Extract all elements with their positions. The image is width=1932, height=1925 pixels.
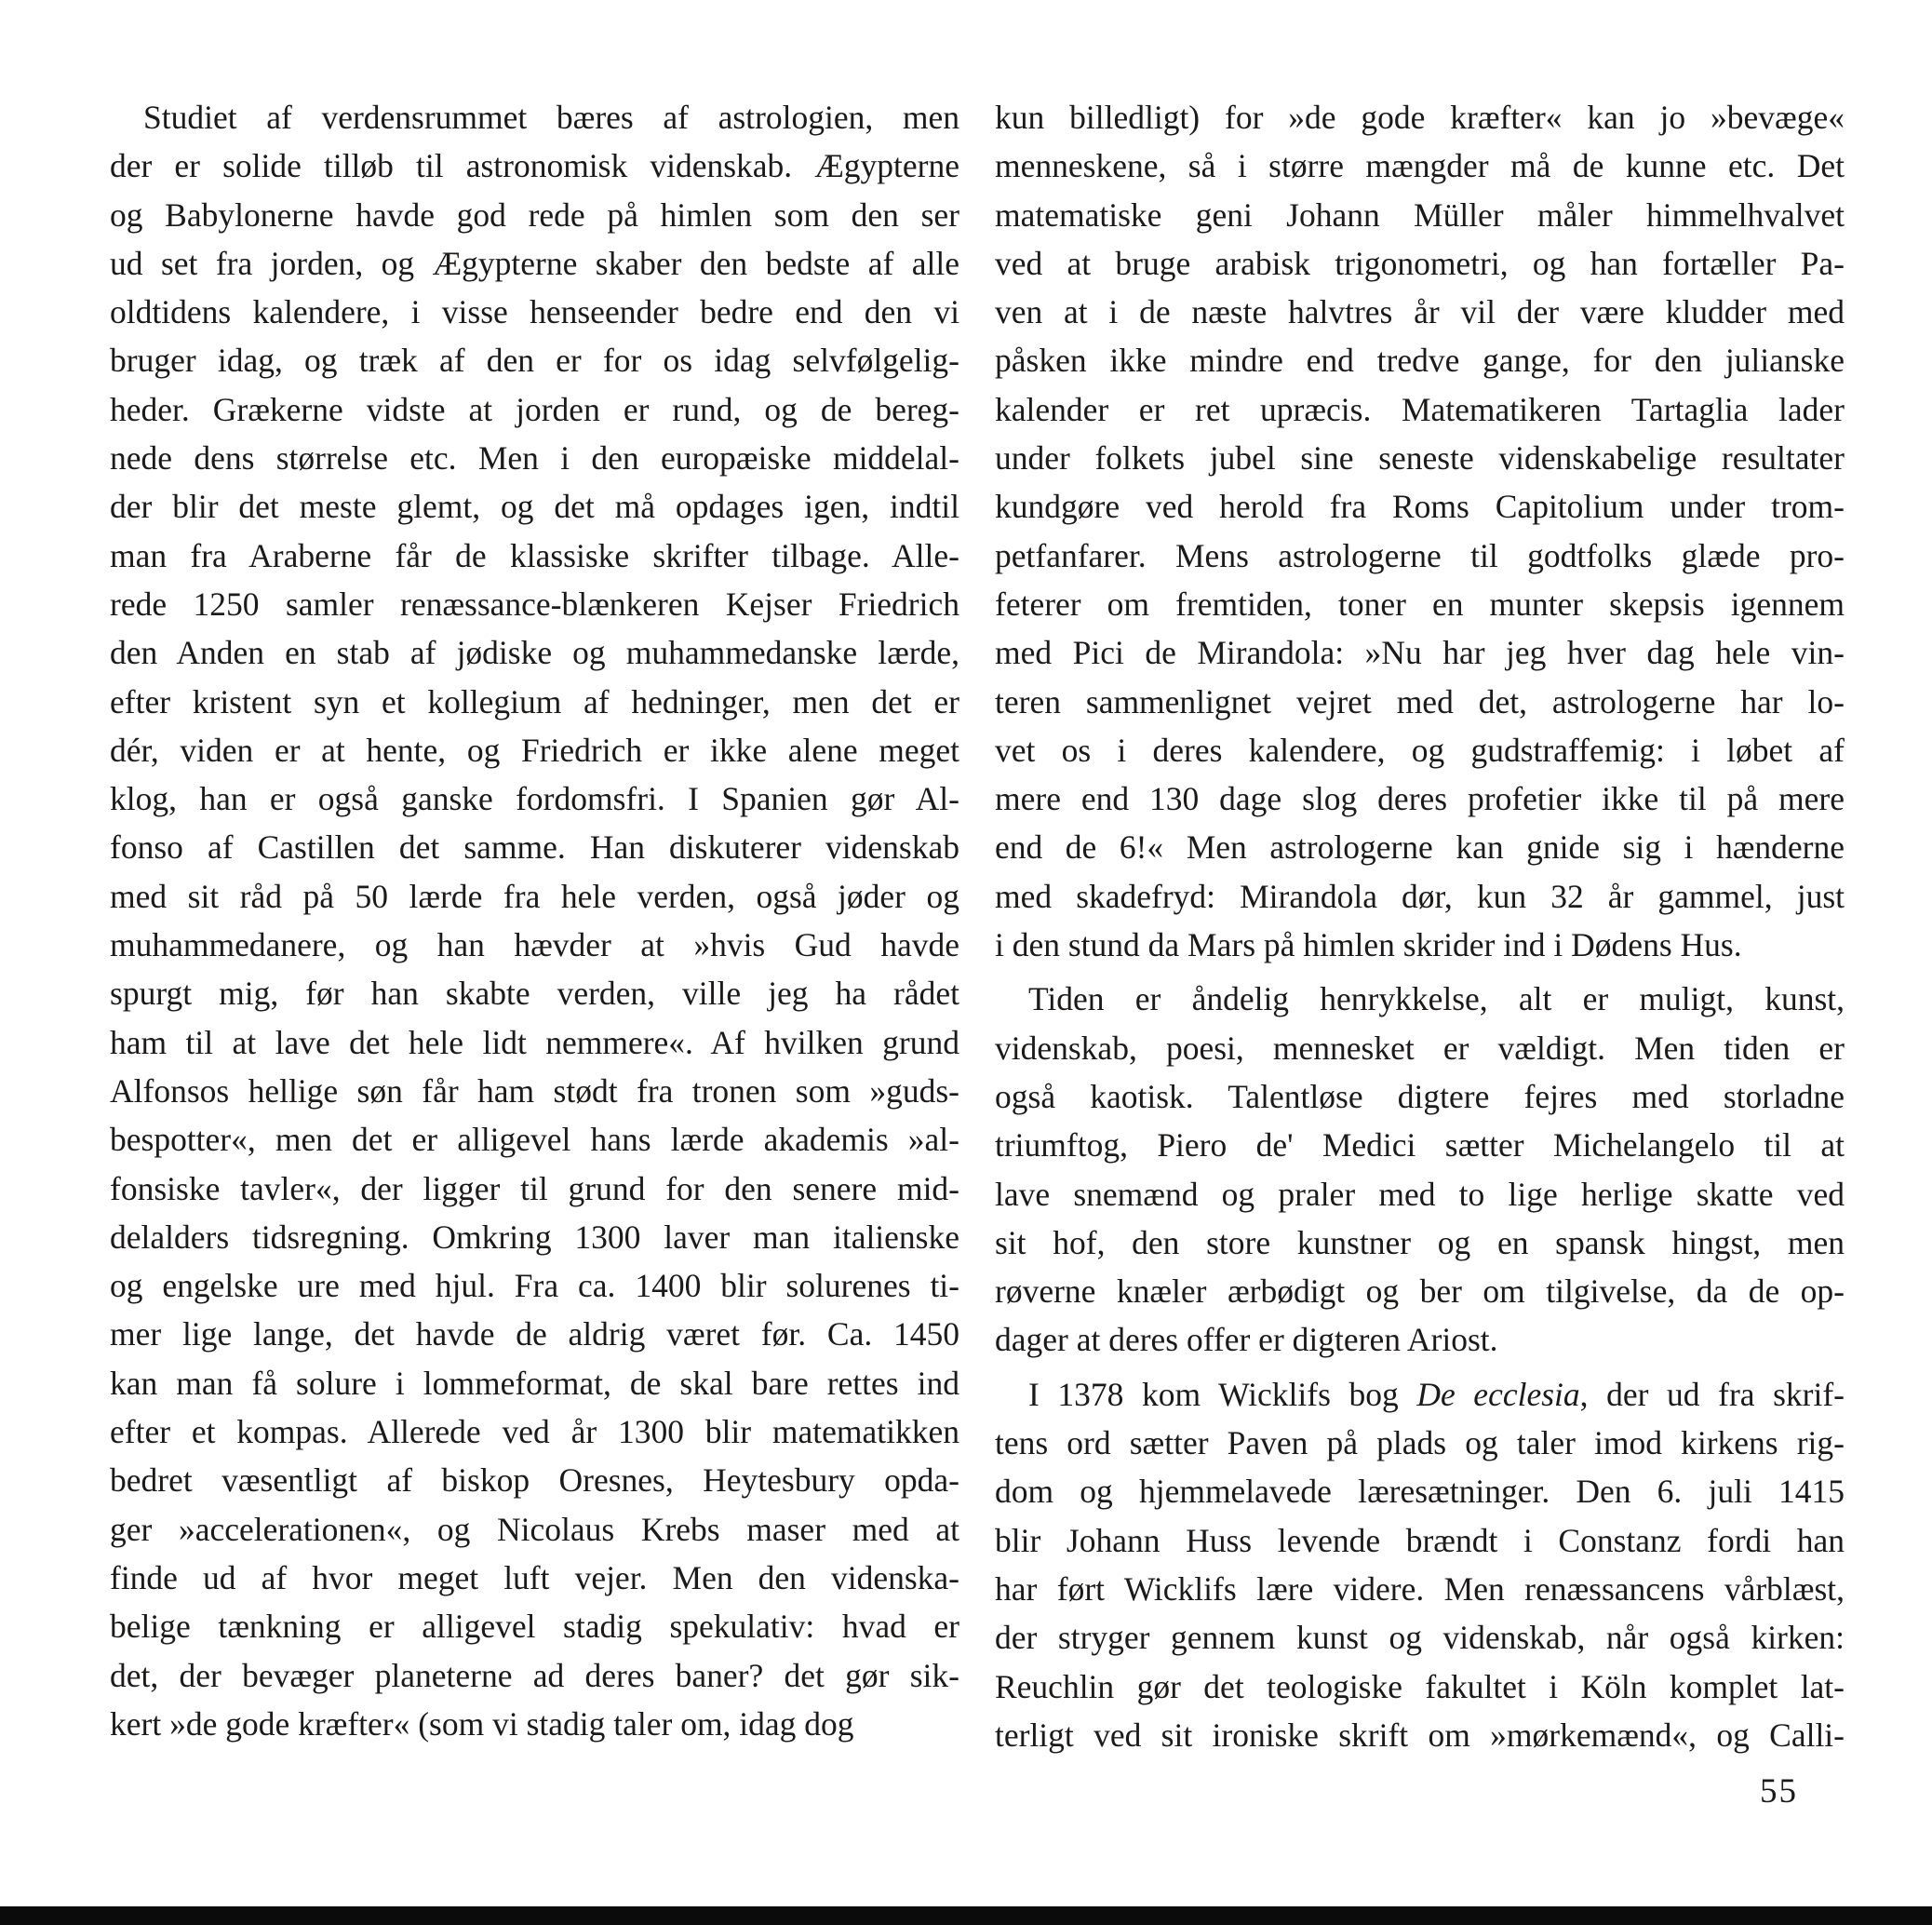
text-line: mere end 130 dage slog deres profetier ikke til på mere: [995, 780, 1845, 818]
text-line: kundgøre ved herold fra Roms Capitolium under trom-: [995, 488, 1845, 526]
text-line: kert »de gode kræfter« (som vi stadig taler om, idag dog: [110, 1704, 854, 1743]
text-line: Studiet af verdensrummet bæres af astrologien, men: [143, 99, 959, 136]
text-line: efter kristent syn et kollegium af hedninger, men det er: [110, 682, 959, 720]
text-line: vet os i deres kalendere, og gudstraffemig: i løbet af: [995, 731, 1845, 769]
text-line: petfanfarer. Mens astrologerne til godtfolks glæde pro-: [995, 536, 1845, 574]
text-line: end de 6!« Men astrologerne kan gnide sig i hænderne: [995, 828, 1845, 867]
text-line: [995, 1370, 1845, 1419]
text-line: ved at bruge arabisk trigonometri, og han fortæller Pa-: [995, 244, 1845, 282]
text-line: har ført Wicklifs lære videre. Men renæssancens vårblæst,: [995, 1569, 1845, 1608]
text-line: med sit råd på 50 lærde fra hele verden, også jøder og: [110, 877, 959, 915]
text-line: fonso af Castillen det samme. Han diskuterer videnskab: [110, 828, 959, 867]
text-line: triumftog, Piero de' Medici sætter Michelangelo til at: [995, 1126, 1845, 1164]
text-line: klog, han er også ganske fordomsfri. I Spanien gør Al-: [110, 780, 959, 818]
text-line: teren sammenlignet vejret med det, astrologerne har lo-: [995, 682, 1845, 720]
text-line: mer lige lange, det havde de aldrig været før. Ca. 1450: [110, 1315, 959, 1353]
text-line: rede 1250 samler renæssance-blænkeren Kejser Friedrich: [110, 585, 959, 623]
text-line: med skadefryd: Mirandola dør, kun 32 år gammel, just: [995, 877, 1845, 915]
text-line: heder. Grækerne vidste at jorden er rund, og de bereg-: [110, 390, 959, 428]
text-line: der er solide tilløb til astronomisk videnskab. Ægypterne: [110, 147, 959, 185]
text-line: menneskene, så i større mængder må de kunne etc. Det: [995, 147, 1845, 185]
text-line: blir Johann Huss levende brændt i Constanz fordi han: [995, 1521, 1845, 1559]
text-line: dér, viden er at hente, og Friedrich er ikke alene meget: [110, 731, 959, 769]
text-line: terligt ved sit ironiske skrift om »mørkemænd«, og Calli-: [995, 1716, 1845, 1754]
text-line: efter et kompas. Allerede ved år 1300 blir matematikken: [110, 1413, 959, 1451]
text-line: tens ord sætter Paven på plads og taler imod kirkens rig-: [995, 1424, 1845, 1462]
left-text-column: [110, 93, 959, 1748]
text-line: man fra Araberne får de klassiske skrifter tilbage. Alle-: [110, 536, 959, 574]
bottom-scan-edge: [0, 1906, 1932, 1925]
text-line: feterer om fremtiden, toner en munter skepsis igennem: [995, 585, 1845, 623]
text-run: I 1378 kom Wicklifs bog: [1028, 1375, 1417, 1413]
text-line: og engelske ure med hjul. Fra ca. 1400 blir solurenes ti-: [110, 1267, 959, 1305]
text-line: muhammedanere, og han hævder at »hvis Gud havde: [110, 926, 959, 964]
text-line: spurgt mig, før han skabte verden, ville jeg ha rådet: [110, 975, 959, 1013]
text-line: videnskab, poesi, mennesket er vældigt. Men tiden er: [995, 1029, 1845, 1067]
text-line: delalders tidsregning. Omkring 1300 laver man italienske: [110, 1218, 959, 1256]
text-run: , der ud fra skrif-: [1579, 1375, 1845, 1413]
text-line: Alfonsos hellige søn får ham stødt fra tronen som »guds-: [110, 1071, 959, 1110]
text-line: der blir det meste glemt, og det må opdages igen, indtil: [110, 488, 959, 526]
text-line: det, der bevæger planeterne ad deres baner? det gør sik-: [110, 1656, 959, 1694]
text-line: lave snemænd og praler med to lige herlige skatte ved: [995, 1175, 1845, 1213]
text-line: dager at deres offer er digteren Ariost.: [995, 1321, 1498, 1359]
page-number: 55: [1760, 1772, 1798, 1811]
text-line: ud set fra jorden, og Ægypterne skaber den bedste af alle: [110, 244, 959, 282]
right-text-column: [995, 93, 1845, 1759]
text-line: oldtidens kalendere, i visse henseender bedre end den vi: [110, 293, 959, 331]
text-line: Tiden er åndelig henrykkelse, alt er muligt, kunst,: [1028, 980, 1845, 1018]
text-line: under folkets jubel sine seneste videnskabelige resultater: [995, 439, 1845, 478]
text-line: dom og hjemmelavede læresætninger. Den 6. juli 1415: [995, 1473, 1845, 1511]
text-line: røverne knæler ærbødigt og ber om tilgivelse, da de op-: [995, 1272, 1845, 1311]
text-line: bedret væsentligt af biskop Oresnes, Heytesbury opda-: [110, 1461, 959, 1500]
text-line: kun billedligt) for »de gode kræfter« kan jo »bevæge«: [995, 99, 1845, 136]
text-line: sit hof, den store kunstner og en spansk hingst, men: [995, 1223, 1845, 1261]
text-line: Reuchlin gør det teologiske fakultet i Köln komplet lat-: [995, 1667, 1845, 1705]
text-line: kalender er ret upræcis. Matematikeren Tartaglia lader: [995, 390, 1845, 428]
text-line: matematiske geni Johann Müller måler himmelhvalvet: [995, 195, 1845, 234]
text-line: i den stund da Mars på himlen skrider ind i Dødens Hus.: [995, 926, 1742, 964]
text-line: fonsiske tavler«, der ligger til grund for den senere mid-: [110, 1169, 959, 1207]
text-line: kan man få solure i lommeformat, de skal bare rettes ind: [110, 1364, 959, 1402]
text-line: nede dens størrelse etc. Men i den europæiske middelal-: [110, 439, 959, 478]
book-title: De ecclesia: [1416, 1375, 1580, 1413]
text-line: og Babylonerne havde god rede på himlen som den ser: [110, 195, 959, 234]
text-line: ven at i de næste halvtres år vil der være kludder med: [995, 293, 1845, 331]
text-line: bruger idag, og træk af den er for os idag selvfølgelig-: [110, 342, 959, 380]
text-line: bespotter«, men det er alligevel hans lærde akademis »al-: [110, 1121, 959, 1159]
text-line: der stryger gennem kunst og videnskab, når også kirken:: [995, 1619, 1845, 1657]
text-line: ham til at lave det hele lidt nemmere«. Af hvilken grund: [110, 1023, 959, 1061]
text-line: den Anden en stab af jødiske og muhammedanske lærde,: [110, 634, 959, 672]
text-line: påsken ikke mindre end tredve gange, for den julianske: [995, 342, 1845, 380]
text-line: belige tænkning er alligevel stadig spekulativ: hvad er: [110, 1608, 959, 1646]
text-line: finde ud af hvor meget luft vejer. Men den videnska-: [110, 1558, 959, 1596]
text-line: ger »accelerationen«, og Nicolaus Krebs maser med at: [110, 1510, 959, 1548]
text-line: med Pici de Mirandola: »Nu har jeg hver dag hele vin-: [995, 634, 1845, 672]
text-line: også kaotisk. Talentløse digtere fejres med storladne: [995, 1077, 1845, 1115]
